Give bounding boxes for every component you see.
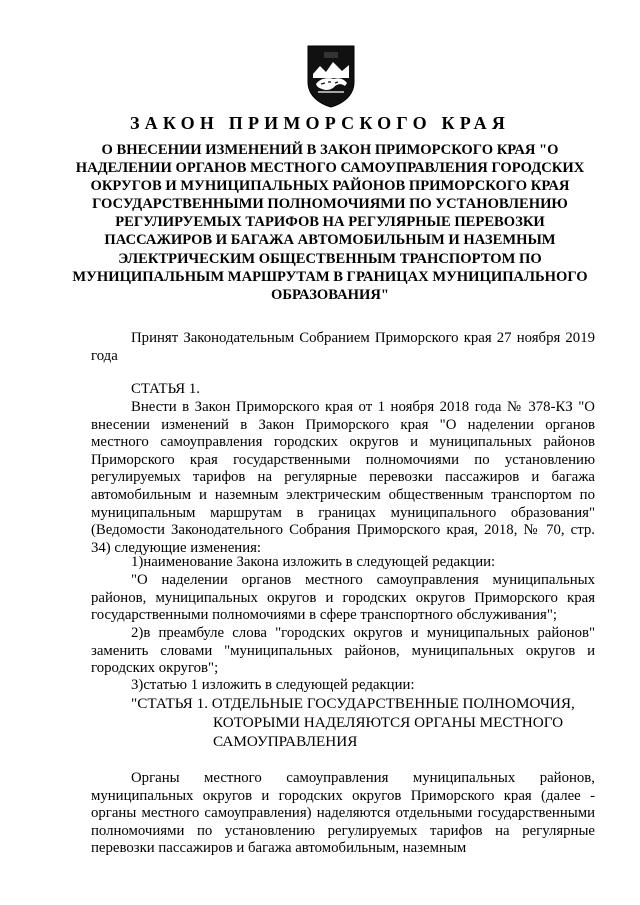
article-1-text: Внести в Закон Приморского края от 1 ноября 2018 года № 378-КЗ "О внесении изменений в Закон Приморского края "О наделении органов местного самоуправления городских округов и муниципальных районов Приморского края государственными полномочиями по установлению регулируемых тарифов на регулярные перевозки пассажиров и багажа автомобильным и наземным электрическим общественным транспортом по муниципальным маршрутам в границах муниципального образования" (Ведомости Законодательного Собрания Приморского края, 2018, № 70, стр. 34) следующие изменения: — [91, 399, 595, 556]
amendment-item-3: 3)статью 1 изложить в следующей редакции: — [131, 677, 415, 693]
new-article-heading-line-2: КОТОРЫМИ НАДЕЛЯЮТСЯ ОРГАНЫ МЕСТНОГО — [213, 714, 564, 731]
law-subtitle: О ВНЕСЕНИИ ИЗМЕНЕНИЙ В ЗАКОН ПРИМОРСКОГО КРАЯ "О НАДЕЛЕНИИ ОРГАНОВ МЕСТНОГО САМОУПРАВЛЕНИЯ ГОРОДСКИХ ОКРУГОВ И МУНИЦИПАЛЬНЫХ РАЙОНОВ ПРИМОРСКОГО КРАЯ ГОСУДАРСТВЕННЫМИ ПОЛНОМОЧИЯМИ ПО УСТАНОВЛЕНИЮ РЕГУЛИРУЕМЫХ ТАРИФОВ НА РЕГУЛЯРНЫЕ ПЕРЕВОЗКИ ПАССАЖИРОВ И БАГАЖА АВТОМОБИЛЬНЫМ И НАЗЕМНЫМ ЭЛЕКТРИЧЕСКИМ ОБЩЕСТВЕННЫМ ТРАНСПОРТОМ ПО МУНИЦИПАЛЬНЫМ МАРШРУТАМ В ГРАНИЦАХ МУНИЦИПАЛЬНОГО ОБРАЗОВАНИЯ" — [72, 142, 588, 303]
adopted-statement: Принят Законодательным Собранием Приморского края 27 ноября 2019 года — [91, 330, 595, 364]
new-article-heading-line-3: САМОУПРАВЛЕНИЯ — [213, 733, 358, 750]
organs-paragraph: Органы местного самоуправления муниципальных районов, муниципальных округов и городских округов Приморского края (далее - органы местного самоуправления) наделяются отдельными государственными полномочиями по установлению регулируемых тарифов на регулярные перевозки пассажиров и багажа автомобильным, наземным — [91, 770, 595, 857]
new-article-heading-line-1: "СТАТЬЯ 1. ОТДЕЛЬНЫЕ ГОСУДАРСТВЕННЫЕ ПОЛНОМОЧИЯ, — [131, 695, 575, 712]
article-1-heading: СТАТЬЯ 1. — [131, 381, 200, 397]
amendment-item-1-quote: "О наделении органов местного самоуправления муниципальных районов, муниципальных округов и городских округов Приморского края государственными полномочиями в сфере транспортного обслуживания"; — [91, 572, 595, 624]
amendment-item-2: 2)в преамбуле слова "городских округов и муниципальных районов" заменить словами "муниципальных районов, муниципальных округов и городских округов"; — [91, 625, 595, 677]
amendment-item-1: 1)наименование Закона изложить в следующей редакции: — [131, 554, 496, 570]
coat-of-arms-icon — [304, 44, 358, 108]
law-title: ЗАКОН ПРИМОРСКОГО КРАЯ — [129, 113, 511, 133]
new-article-heading — [131, 694, 611, 751]
